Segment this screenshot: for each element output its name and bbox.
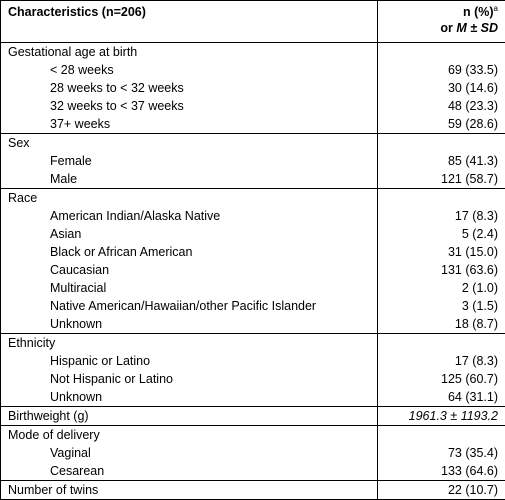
row-value: 121 (58.7) (378, 170, 505, 188)
value-header-prefix: or (440, 21, 456, 35)
section-labels-cell (1, 334, 378, 407)
section-labels-cell (1, 407, 378, 426)
row-value: 3 (1.5) (378, 297, 505, 315)
row-value: 64 (31.1) (378, 388, 505, 406)
row-label: 32 weeks to < 37 weeks (1, 97, 377, 115)
section-values-cell (378, 134, 505, 189)
row-value: 2 (1.0) (378, 279, 505, 297)
section-row (1, 426, 505, 481)
section-row (1, 134, 505, 189)
section-title: Race (1, 189, 377, 207)
row-value: 73 (35.4) (378, 444, 505, 462)
section-value (378, 334, 505, 352)
row-label: Black or African American (1, 243, 377, 261)
characteristics-header: Characteristics (n=206) (1, 1, 378, 43)
section-value: 22 (10.7) (378, 481, 505, 499)
section-title: Number of twins (1, 481, 377, 499)
row-label: 28 weeks to < 32 weeks (1, 79, 377, 97)
section-values-cell (378, 189, 505, 334)
section-value (378, 134, 505, 152)
row-value: 133 (64.6) (378, 462, 505, 480)
section-title: Birthweight (g) (1, 407, 377, 425)
section-title: Sex (1, 134, 377, 152)
row-label: Vaginal (1, 444, 377, 462)
row-label: Female (1, 152, 377, 170)
value-header-superscript: a (494, 4, 498, 13)
row-label: Hispanic or Latino (1, 352, 377, 370)
section-values-cell (378, 481, 505, 500)
row-value: 48 (23.3) (378, 97, 505, 115)
section-labels-cell (1, 426, 378, 481)
section-title: Ethnicity (1, 334, 377, 352)
section-row (1, 334, 505, 407)
row-value: 59 (28.6) (378, 115, 505, 133)
section-value: 1961.3 ± 1193.2 (378, 407, 505, 425)
row-label: Cesarean (1, 462, 377, 480)
row-value: 85 (41.3) (378, 152, 505, 170)
section-row (1, 43, 505, 134)
row-value: 125 (60.7) (378, 370, 505, 388)
value-header (378, 1, 505, 43)
value-header-italic: M ± SD (456, 21, 498, 35)
row-value: 5 (2.4) (378, 225, 505, 243)
section-values-cell (378, 334, 505, 407)
section-labels-cell (1, 189, 378, 334)
row-label: 37+ weeks (1, 115, 377, 133)
row-label: Caucasian (1, 261, 377, 279)
section-value (378, 189, 505, 207)
section-values-cell (378, 407, 505, 426)
section-title: Gestational age at birth (1, 43, 377, 61)
row-value: 17 (8.3) (378, 207, 505, 225)
section-values-cell (378, 43, 505, 134)
row-value: 131 (63.6) (378, 261, 505, 279)
row-label: < 28 weeks (1, 61, 377, 79)
section-values-cell (378, 426, 505, 481)
row-value: 17 (8.3) (378, 352, 505, 370)
row-value: 18 (8.7) (378, 315, 505, 333)
section-row (1, 189, 505, 334)
section-value (378, 43, 505, 61)
section-value (378, 426, 505, 444)
row-label: Asian (1, 225, 377, 243)
value-header-line1: n (%) (463, 5, 494, 19)
header-row (1, 1, 505, 43)
section-labels-cell (1, 43, 378, 134)
section-row (1, 481, 505, 500)
row-label: Unknown (1, 315, 377, 333)
section-labels-cell (1, 481, 378, 500)
section-row (1, 407, 505, 426)
row-value: 31 (15.0) (378, 243, 505, 261)
section-labels-cell (1, 134, 378, 189)
section-title: Mode of delivery (1, 426, 377, 444)
row-label: Male (1, 170, 377, 188)
row-label: American Indian/Alaska Native (1, 207, 377, 225)
table-body (1, 43, 505, 500)
row-value: 30 (14.6) (378, 79, 505, 97)
row-value: 69 (33.5) (378, 61, 505, 79)
row-label: Multiracial (1, 279, 377, 297)
row-label: Not Hispanic or Latino (1, 370, 377, 388)
row-label: Unknown (1, 388, 377, 406)
row-label: Native American/Hawaiian/other Pacific Islander (1, 297, 377, 315)
